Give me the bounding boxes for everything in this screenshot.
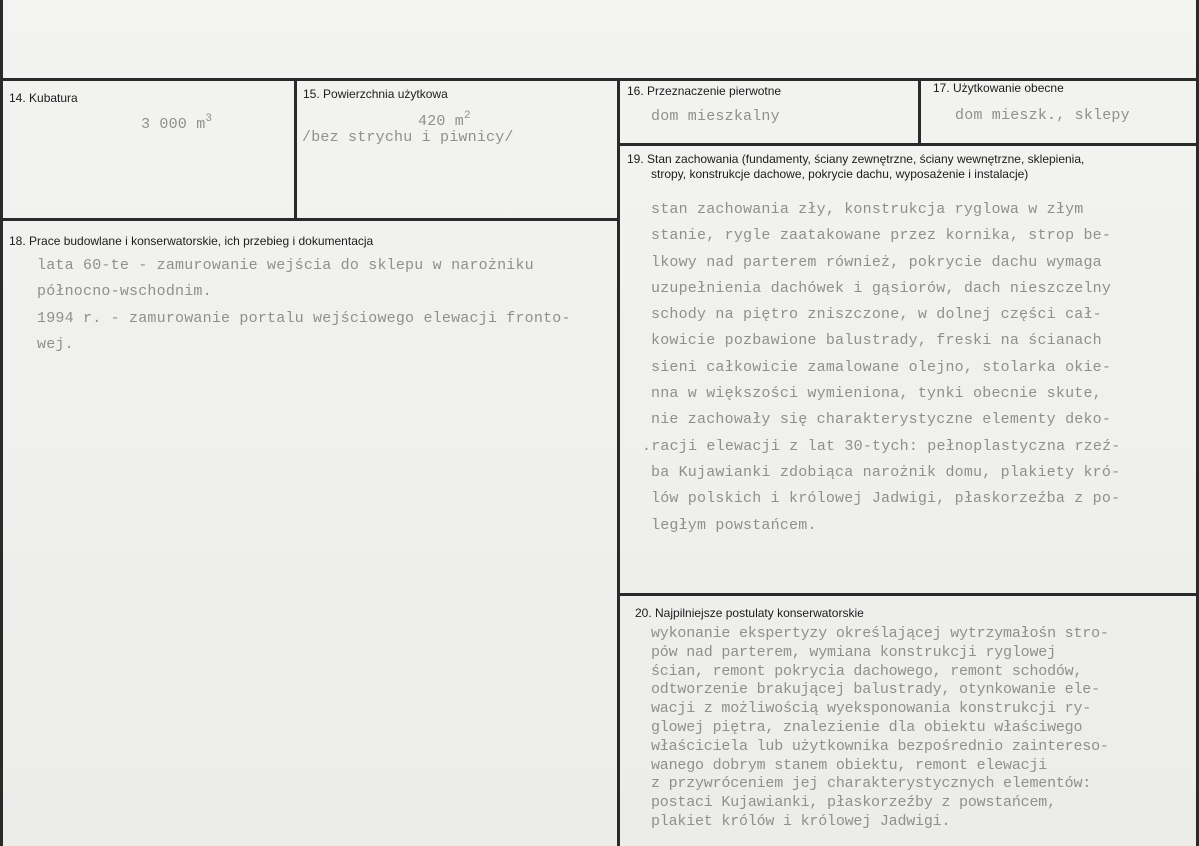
field-19-line: kowicie pozbawione balustrady, freski na ścianach: [651, 332, 1102, 350]
field-20-line: ścian, remont pokrycia dachowego, remont schodów,: [651, 662, 1083, 680]
field-20-line: postaci Kujawianki, płaskorzeźby z powstańcem,: [651, 794, 1056, 812]
field-14-value: [141, 113, 212, 133]
powierzchnia-value: 420 m: [418, 113, 465, 130]
rule-above-20: [617, 593, 1199, 596]
field-18-label: 18. Prace budowlane i konserwatorskie, ich przebieg i dokumentacja: [9, 234, 374, 248]
kubatura-unit-exponent: 3: [205, 113, 213, 125]
field-20-line: glowej piętra, znalezienie dla obiektu właściwego: [651, 718, 1083, 736]
kubatura-value: 3 000 m: [141, 116, 206, 133]
field-18-line: lata 60-te - zamurowanie wejścia do sklepu w narożniku: [37, 257, 534, 274]
field-19-line: uzupełnienia dachówek i gąsiorów, dach nieszczelny: [651, 279, 1112, 297]
field-19-text: [642, 197, 1121, 539]
field-20-label: 20. Najpilniejsze postulaty konserwatorskie: [635, 606, 864, 620]
field-19-label-line1: 19. Stan zachowania (fundamenty, ściany zewnętrzne, ściany wewnętrzne, sklepienia,: [627, 152, 1085, 166]
field-19-line: nna w większości wymieniona, tynki obecnie skute,: [651, 385, 1102, 403]
field-19-line: ba Kujawianki zdobiąca narożnik domu, plakiety kró-: [651, 463, 1121, 481]
field-19-line: ległym powstańcem.: [651, 516, 817, 534]
field-18-text: [37, 253, 571, 358]
field-19-line: nie zachowały się charakterystyczne elementy deko-: [651, 411, 1112, 429]
field-19-line: stanie, rygle zaatakowane przez kornika, strop be-: [651, 227, 1112, 245]
field-19-line: lkowy nad parterem również, pokrycie dachu wymaga: [651, 253, 1102, 271]
divider-center: [617, 78, 620, 846]
field-17-label: 17. Użytkowanie obecne: [933, 81, 1064, 95]
field-20-line: właściciela lub użytkownika bezpośrednio zaintereso-: [651, 737, 1109, 755]
field-18-line: 1994 r. - zamurowanie portalu wejściowego elewacji fronto-: [37, 309, 571, 327]
field-20-line: odtworzenie brakującej balustrady, otynkowanie ele-: [651, 681, 1100, 699]
field-17-value: dom mieszk., sklepy: [955, 107, 1130, 124]
field-20-line: pów nad parterem, wymiana konstrukcji ryglowej: [651, 643, 1056, 661]
rule-under-14-15: [3, 218, 620, 221]
field-15-note: /bez strychu i piwnicy/: [302, 129, 514, 146]
field-19-line: lów polskich i królowej Jadwigi, płaskorzeźba z po-: [651, 490, 1121, 508]
field-19-line: .racji elewacji z lat 30-tych: pełnoplastyczna rzeź-: [642, 437, 1121, 455]
field-19-line: schody na piętro zniszczone, w dolnej części cał-: [651, 306, 1102, 324]
divider-16-17: [918, 78, 921, 145]
field-19-label-line2: stropy, konstrukcje dachowe, pokrycie dachu, wyposażenie i instalacje): [651, 167, 1029, 181]
field-15-value: [418, 110, 471, 130]
field-20-line: z przywróceniem jej charakterystycznych elementów:: [651, 775, 1092, 793]
field-18-line: wej.: [37, 335, 74, 353]
field-20-text: [651, 625, 1109, 832]
rule-under-16-17: [617, 143, 1199, 146]
field-20-line: plakiet królów i królowej Jadwigi.: [651, 812, 951, 830]
field-19-line: stan zachowania zły, konstrukcja ryglowa w złym: [651, 201, 1084, 218]
field-18-line: północno-wschodnim.: [37, 283, 212, 301]
field-19-line: sieni całkowicie zamalowane olejno, stolarka okie-: [651, 358, 1112, 376]
field-16-label: 16. Przeznaczenie pierwotne: [627, 84, 782, 98]
field-16-value: dom mieszkalny: [651, 108, 780, 125]
field-15-label: 15. Powierzchnia użytkowa: [303, 87, 448, 101]
field-14-label: 14. Kubatura: [9, 91, 78, 105]
field-20-line: wacji z możliwością wyeksponowania konstrukcji ry-: [651, 700, 1092, 718]
field-20-line: wanego dobrym stanem obiektu, remont elewacji: [651, 756, 1048, 774]
divider-14-15: [294, 78, 297, 221]
powierzchnia-unit-exponent: 2: [464, 110, 471, 122]
field-20-line: wykonanie ekspertyzy określającej wytrzymałośn stro-: [651, 625, 1109, 642]
